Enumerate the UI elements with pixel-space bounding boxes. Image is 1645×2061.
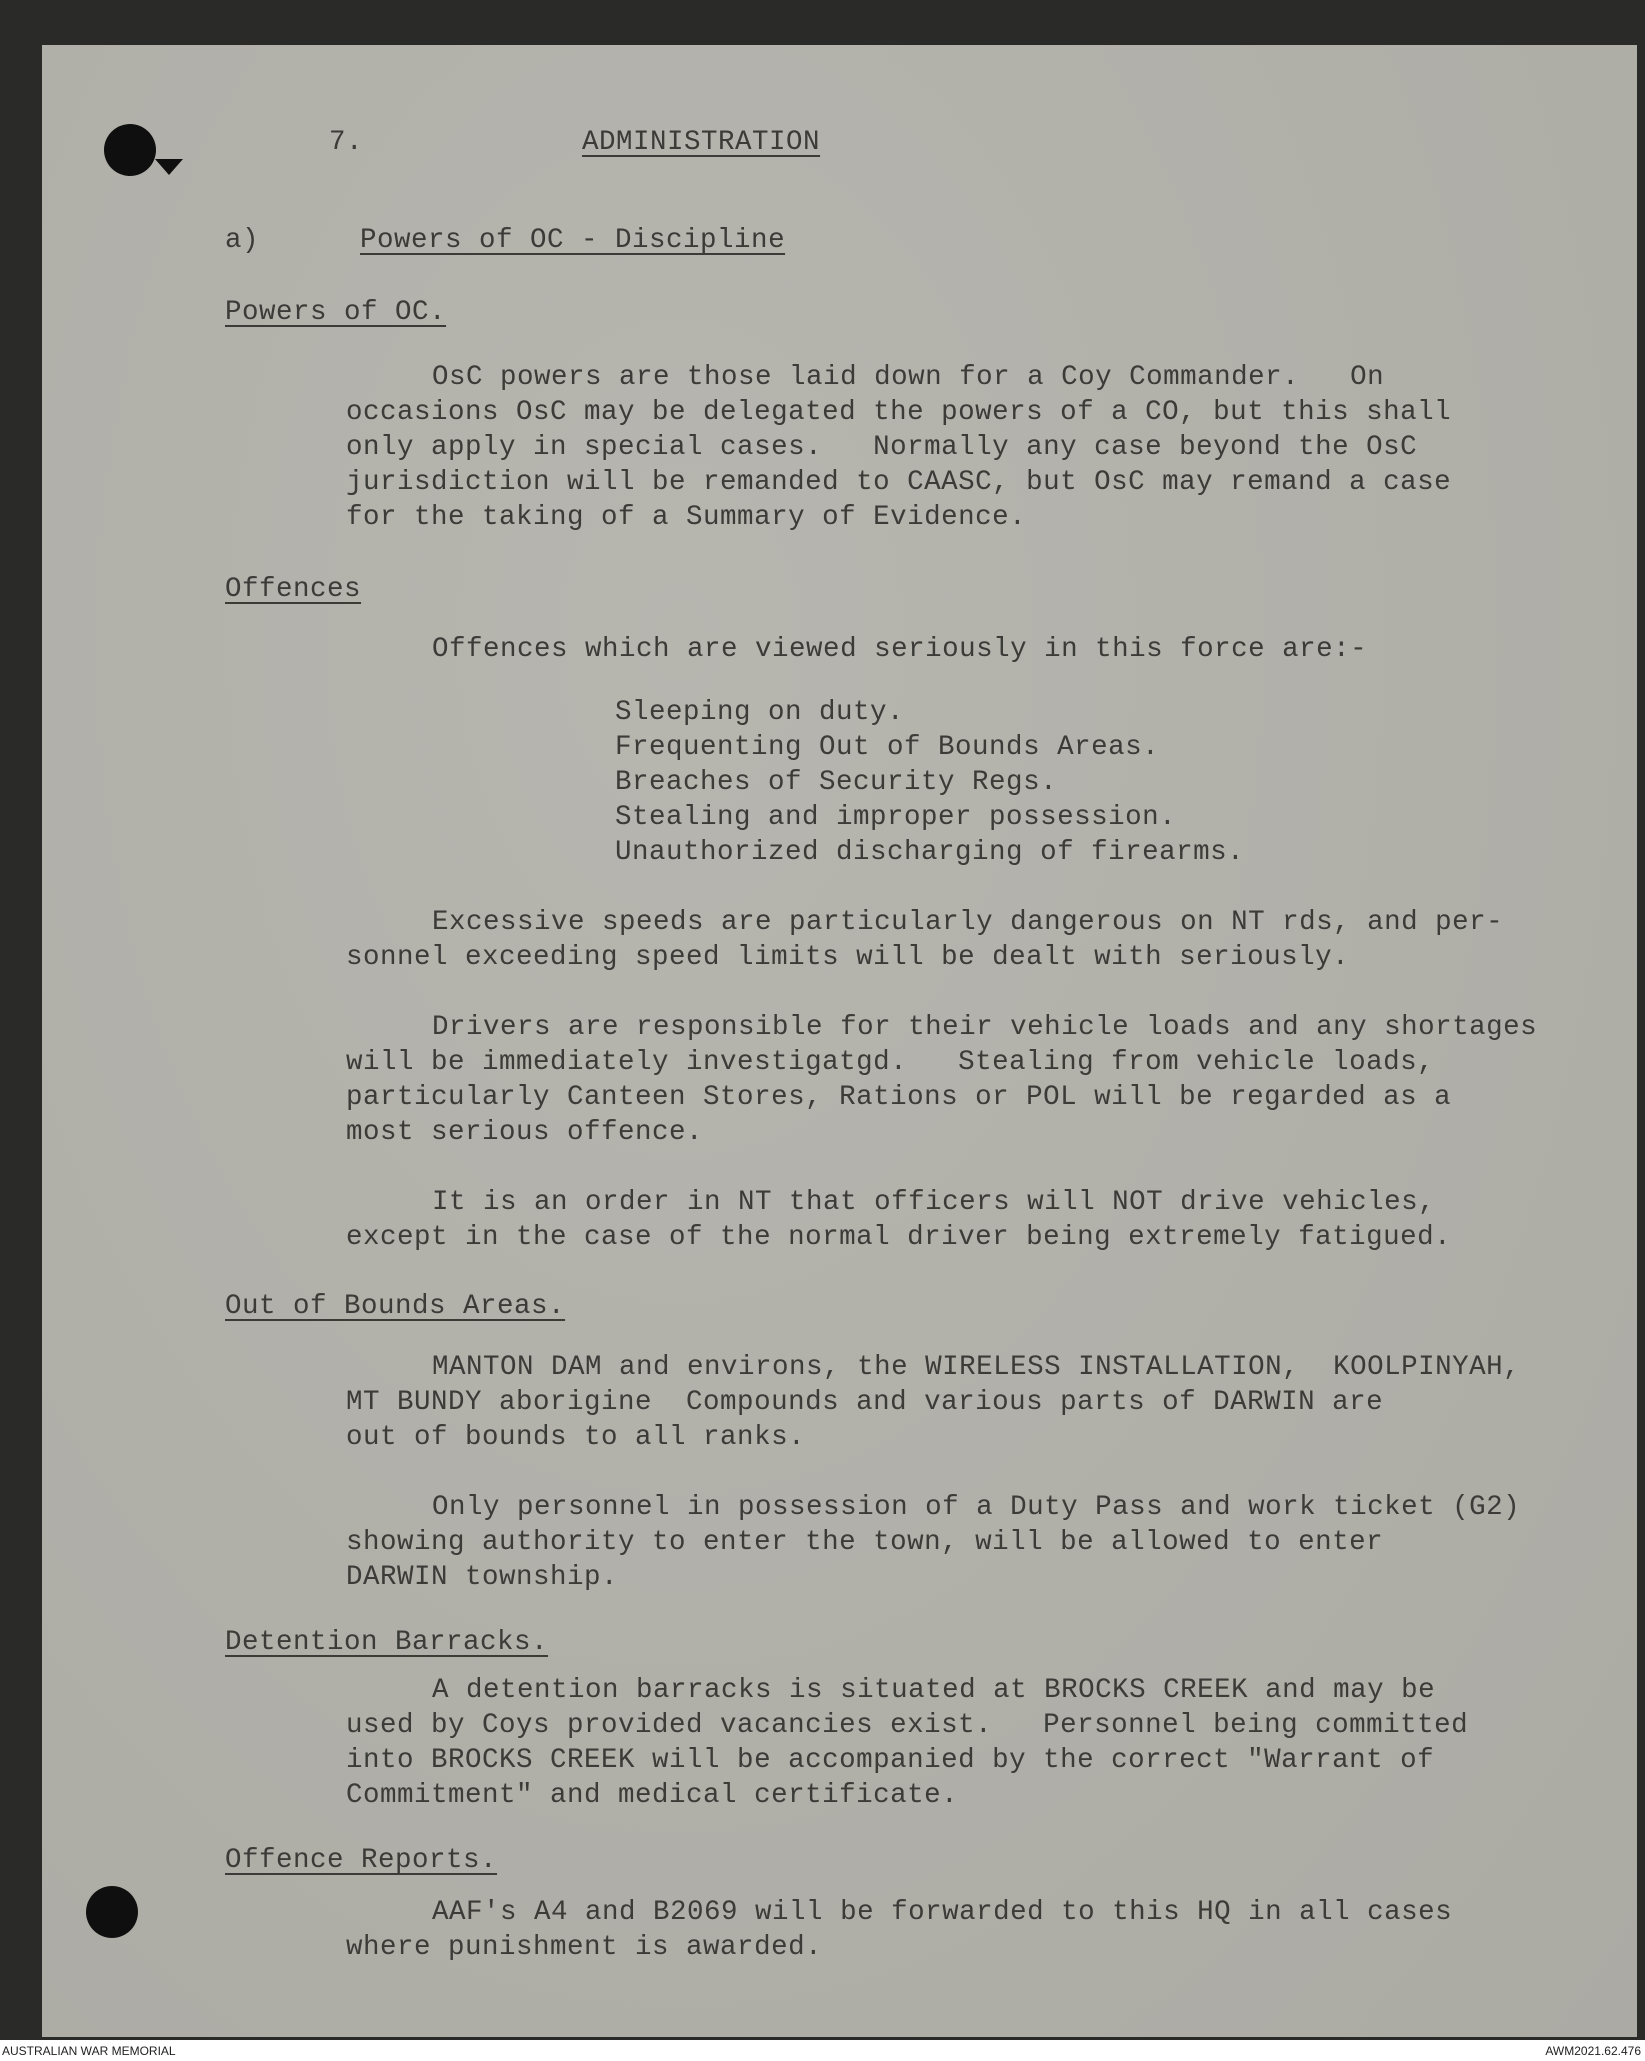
punch-hole-top — [104, 124, 156, 176]
text-line: where punishment is awarded. — [346, 1932, 823, 1963]
subheading-offences: Offences — [225, 574, 362, 605]
page-number: 7. — [329, 127, 364, 158]
list-item: Sleeping on duty. — [615, 697, 905, 728]
text-line: Commitment" and medical certificate. — [346, 1780, 959, 1811]
text-line: MANTON DAM and environs, the WIRELESS INSTALLATION, KOOLPINYAH, — [432, 1352, 1521, 1383]
list-item: Frequenting Out of Bounds Areas. — [615, 732, 1160, 763]
text-line: Drivers are responsible for their vehicle loads and any shortages — [432, 1012, 1538, 1043]
subheading-offence-reports: Offence Reports. — [225, 1845, 498, 1876]
archive-footer — [0, 2040, 1645, 2061]
text-line: Only personnel in possession of a Duty Pass and work ticket (G2) — [432, 1492, 1521, 1523]
text-line: MT BUNDY aborigine Compounds and various parts of DARWIN are — [346, 1387, 1384, 1418]
text-line: out of bounds to all ranks. — [346, 1422, 806, 1453]
page-heading: ADMINISTRATION — [582, 127, 821, 158]
text-line: particularly Canteen Stores, Rations or POL will be regarded as a — [346, 1082, 1452, 1113]
subheading-out-of-bounds: Out of Bounds Areas. — [225, 1291, 566, 1322]
text-line: occasions OsC may be delegated the powers of a CO, but this shall — [346, 397, 1452, 428]
offences-intro: Offences which are viewed seriously in this force are:- — [432, 634, 1368, 665]
text-line: into BROCKS CREEK will be accompanied by the correct "Warrant of — [346, 1745, 1435, 1776]
text-line: DARWIN township. — [346, 1562, 619, 1593]
subheading-detention-barracks: Detention Barracks. — [225, 1627, 549, 1658]
text-line: Excessive speeds are particularly dangerous on NT rds, and per- — [432, 907, 1504, 938]
document-page — [42, 45, 1637, 2037]
text-line: AAF's A4 and B2069 will be forwarded to this HQ in all cases — [432, 1897, 1453, 1928]
punch-hole-notch — [155, 159, 183, 175]
list-item: Breaches of Security Regs. — [615, 767, 1058, 798]
list-item: Stealing and improper possession. — [615, 802, 1177, 833]
text-line: most serious offence. — [346, 1117, 704, 1148]
text-line: except in the case of the normal driver being extremely fatigued. — [346, 1222, 1452, 1253]
text-line: showing authority to enter the town, will be allowed to enter — [346, 1527, 1384, 1558]
section-marker: a) — [225, 225, 260, 256]
footer-source: AUSTRALIAN WAR MEMORIAL — [2, 2044, 176, 2058]
text-line: A detention barracks is situated at BROCKS CREEK and may be — [432, 1675, 1436, 1706]
section-title: Powers of OC - Discipline — [360, 225, 786, 256]
footer-reference: AWM2021.62.476 — [1545, 2044, 1641, 2058]
list-item: Unauthorized discharging of firearms. — [615, 837, 1245, 868]
text-line: for the taking of a Summary of Evidence. — [346, 502, 1027, 533]
text-line: only apply in special cases. Normally any case beyond the OsC — [346, 432, 1418, 463]
text-line: OsC powers are those laid down for a Coy Commander. On — [432, 362, 1385, 393]
text-line: It is an order in NT that officers will NOT drive vehicles, — [432, 1187, 1436, 1218]
text-line: sonnel exceeding speed limits will be dealt with seriously. — [346, 942, 1350, 973]
punch-hole-bottom — [86, 1886, 138, 1938]
text-line: jurisdiction will be remanded to CAASC, but OsC may remand a case — [346, 467, 1452, 498]
text-line: used by Coys provided vacancies exist. Personnel being committed — [346, 1710, 1469, 1741]
subheading-powers-of-oc: Powers of OC. — [225, 297, 447, 328]
text-line: will be immediately investigatgd. Stealing from vehicle loads, — [346, 1047, 1435, 1078]
